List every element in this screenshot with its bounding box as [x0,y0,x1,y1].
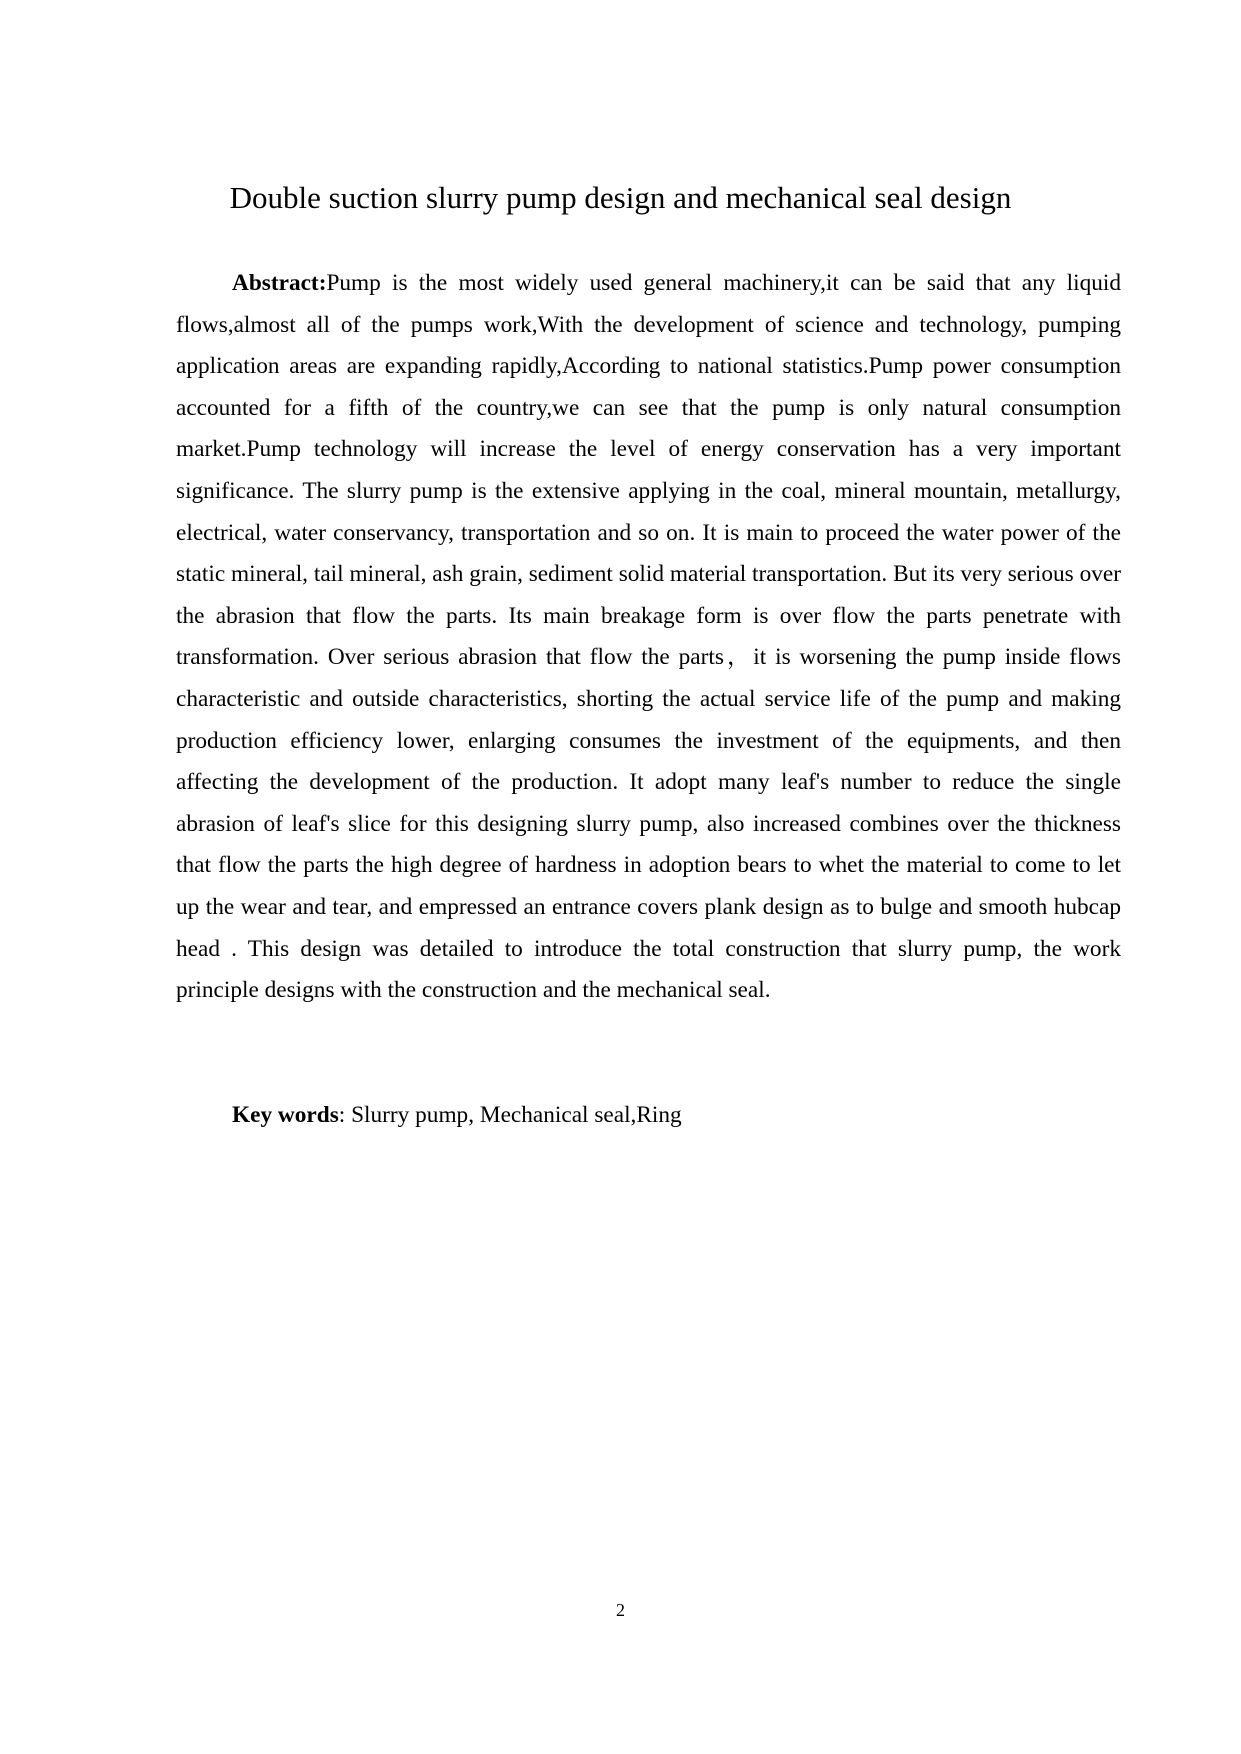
document-title: Double suction slurry pump design and mechanical seal design [229,180,1012,215]
abstract-label: Abstract: [232,270,327,296]
abstract-text: Pump is the most widely used general machinery,it can be said that any liquid flows,almost all of the pumps work,With the development of science and technology, pumping application areas are expanding rapidly,According to national statistics.Pump power consumption accounted for a fifth of the country,we can see that the pump is only natural consumption market.Pump technology will increase the level of energy conservation has a very important significance. The slurry pump is the extensive applying in the coal, mineral mountain, metallurgy, electrical, water conservancy, transportation and so on. It is main to proceed the water power of the static mineral, tail mineral, ash grain, sediment solid material transportation. But its very serious over the abrasion that flow the parts. Its main breakage form is over flow the parts penetrate with transformation. Over serious abrasion that flow the parts，it is worsening the pump inside flows characteristic and outside characteristics, shorting the actual service life of the pump and making production efficiency lower, enlarging consumes the investment of the equipments, and then affecting the development of the production. It adopt many leaf's number to reduce the single abrasion of leaf's slice for this designing slurry pump, also increased combines over the thickness that flow the parts the high degree of hardness in adoption bears to whet the material to come to let up the wear and tear, and empressed an entrance covers plank design as to bulge and smooth hubcap head . This design was detailed to introduce the total construction that slurry pump, the work principle designs with the construction and the mechanical seal. [176,270,1121,1004]
abstract-paragraph [176,263,1121,1012]
page-number: 2 [616,1600,625,1620]
keywords-text: : Slurry pump, Mechanical seal,Ring [338,1102,682,1128]
keywords-label: Key words [232,1102,339,1128]
keywords-paragraph [176,1095,1121,1137]
